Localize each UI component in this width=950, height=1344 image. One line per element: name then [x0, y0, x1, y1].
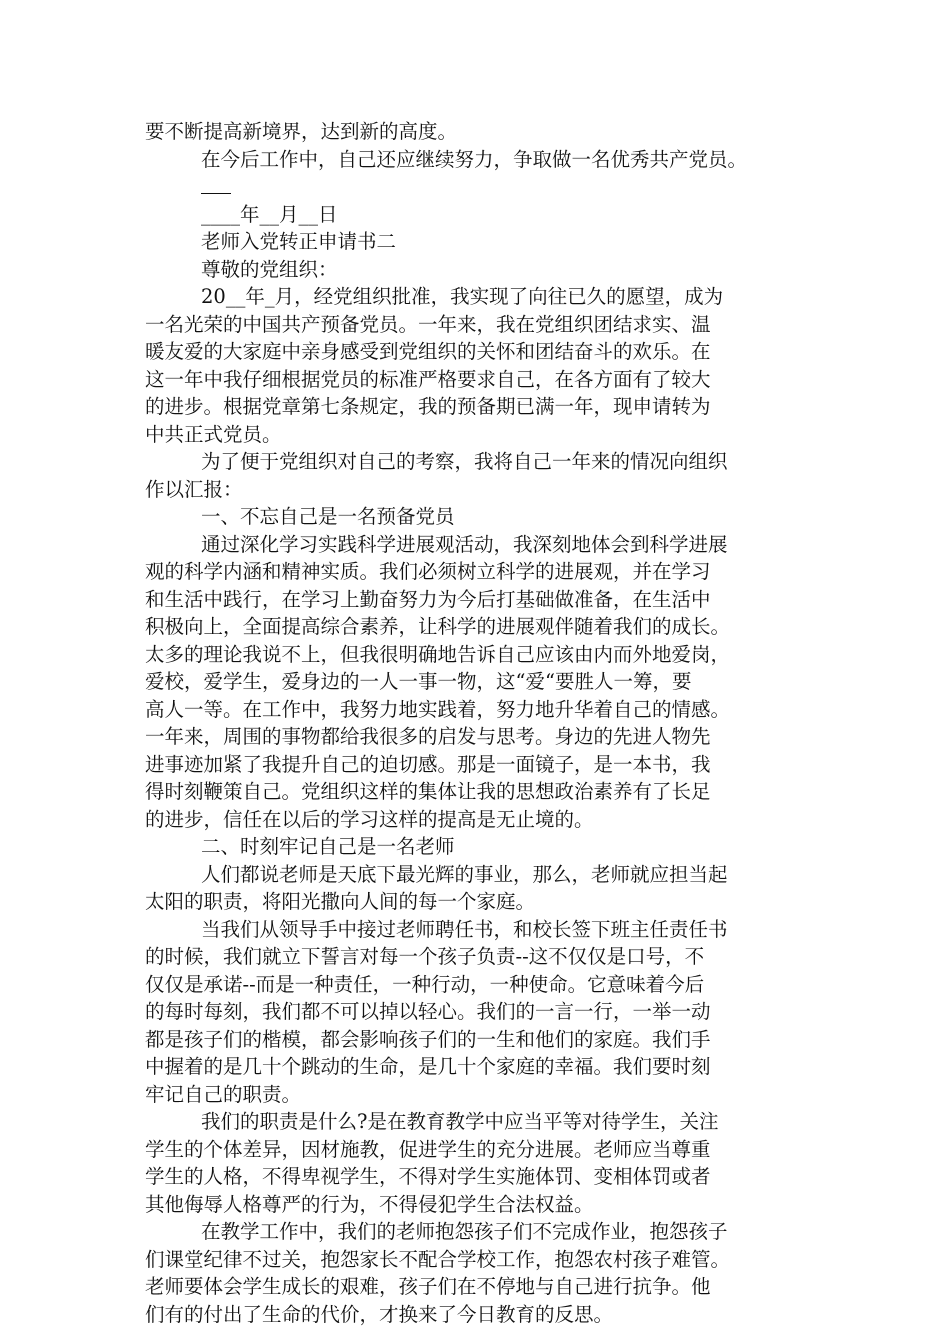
text-line: 通过深化学习实践科学进展观活动，我深刻地体会到科学进展 — [201, 532, 728, 556]
text-line: 其他侮辱人格尊严的行为，不得侵犯学生合法权益。 — [145, 1192, 594, 1216]
text-line: 仅仅是承诺--而是一种责任，一种行动，一种使命。它意味着今后 — [145, 972, 705, 996]
text-line: 一年来，周围的事物都给我很多的启发与思考。身边的先进人物先 — [145, 725, 711, 748]
text-line: 观的科学内涵和精神实质。我们必须树立科学的进展观，并在学习 — [145, 560, 711, 583]
text-line: 作以汇报： — [145, 477, 243, 501]
text-line: 暖友爱的大家庭中亲身感受到党组织的关怀和团结奋斗的欢乐。在 — [145, 340, 711, 363]
text-line: 们课堂纪律不过关，抱怨家长不配合学校工作，抱怨农村孩子难管。 — [145, 1247, 731, 1271]
text-line: ____年__月__日 — [201, 202, 338, 226]
text-line: 20__年_月，经党组织批准，我实现了向往已久的愿望，成为 — [201, 285, 724, 308]
text-line: 的每时每刻，我们都不可以掉以轻心。我们的一言一行，一举一动 — [145, 1000, 711, 1023]
text-line: 的进步，信任在以后的学习这样的提高是无止境的。 — [145, 807, 594, 831]
text-line: 我们的职责是什么?是在教育教学中应当平等对待学生，关注 — [201, 1110, 719, 1133]
text-line: 老师入党转正申请书二 — [201, 230, 397, 253]
text-line: 太阳的职责，将阳光撒向人间的每一个家庭。 — [145, 890, 536, 913]
text-line: 一名光荣的中国共产预备党员。一年来，我在党组织团结求实、温 — [145, 312, 711, 336]
text-line: 太多的理论我说不上，但我很明确地告诉自己应该由内而外地爱岗， — [145, 642, 731, 666]
text-line: 为了便于党组织对自己的考察，我将自己一年来的情况向组织 — [201, 450, 728, 473]
text-line: 在教学工作中，我们的老师抱怨孩子们不完成作业，抱怨孩子 — [201, 1220, 728, 1243]
text-line: 都是孩子们的楷模，都会影响孩子们的一生和他们的家庭。我们手 — [145, 1027, 711, 1051]
text-line: 高人一等。在工作中，我努力地实践着，努力地升华着自己的情感。 — [145, 697, 731, 721]
text-line: 中握着的是几十个跳动的生命，是几十个家庭的幸福。我们要时刻 — [145, 1055, 711, 1078]
text-line: 在今后工作中，自己还应继续努力，争取做一名优秀共产党员。 — [201, 147, 748, 171]
text-line: 老师要体会学生成长的艰难，孩子们在不停地与自己进行抗争。他 — [145, 1275, 711, 1298]
text-line: 中共正式党员。 — [145, 422, 282, 446]
document-body — [145, 118, 813, 1328]
text-line: 二、时刻牢记自己是一名老师 — [201, 835, 455, 858]
signature-blank-line — [145, 173, 813, 201]
text-line: 尊敬的党组织： — [201, 257, 338, 281]
text-line: 和生活中践行，在学习上勤奋努力为今后打基础做准备，在生活中 — [145, 587, 711, 611]
text-line: 的时候，我们就立下誓言对每一个孩子负责--这不仅仅是口号，不 — [145, 945, 705, 968]
text-line: 人们都说老师是天底下最光辉的事业，那么，老师就应担当起 — [201, 862, 728, 886]
text-line: 要不断提高新境界，达到新的高度。 — [145, 120, 458, 143]
text-line: 爱校，爱学生，爱身边的一人一事一物，这“爱“要胜人一筹，要 — [145, 670, 692, 693]
text-line: 牢记自己的职责。 — [145, 1082, 302, 1106]
text-line: 这一年中我仔细根据党员的标准严格要求自己，在各方面有了较大 — [145, 367, 711, 391]
text-line: 进事迹加紧了我提升自己的迫切感。那是一面镜子，是一本书，我 — [145, 752, 711, 776]
text-line: 学生的人格，不得卑视学生，不得对学生实施体罚、变相体罚或者 — [145, 1165, 711, 1188]
text-line: 们有的付出了生命的代价，才换来了今日教育的反思。 — [145, 1302, 614, 1326]
text-line: 积极向上，全面提高综合素养，让科学的进展观伴随着我们的成长。 — [145, 615, 731, 638]
text-line: 得时刻鞭策自己。党组织这样的集体让我的思想政治素养有了长足 — [145, 780, 711, 803]
text-line: 当我们从领导手中接过老师聘任书，和校长签下班主任责任书 — [201, 917, 728, 941]
blank-underline — [201, 173, 231, 194]
text-line: 的进步。根据党章第七条规定，我的预备期已满一年，现申请转为 — [145, 395, 711, 418]
text-line: 学生的个体差异，因材施教，促进学生的充分进展。老师应当尊重 — [145, 1137, 711, 1161]
text-line: 一、不忘自己是一名预备党员 — [201, 505, 455, 528]
